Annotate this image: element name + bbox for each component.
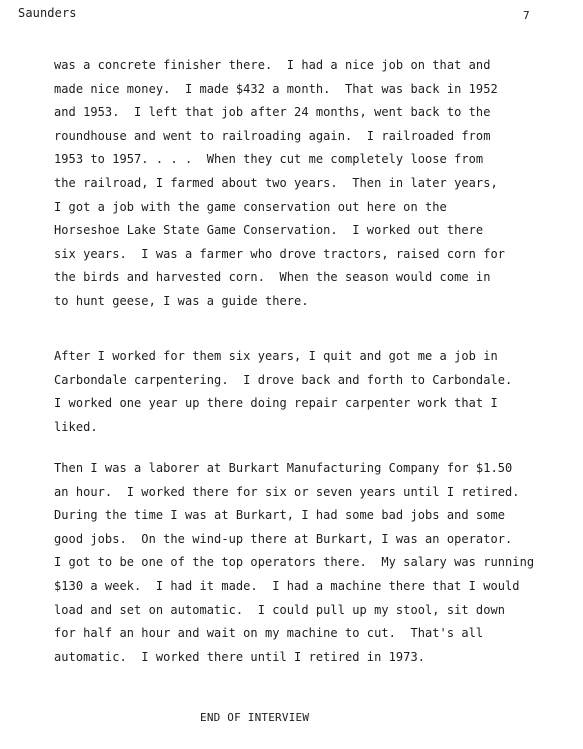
text-line: 1953 to 1957. . . . When they cut me completely loose from (54, 152, 484, 167)
text-line: I got to be one of the top operators there. My salary was running (54, 555, 535, 570)
text-line: good jobs. On the wind-up there at Burkart, I was an operator. (54, 531, 513, 546)
paragraph-1 (54, 54, 554, 314)
text-line: made nice money. I made $432 a month. That was back in 1952 (54, 81, 498, 96)
text-line: roundhouse and went to railroading again. I railroaded from (54, 128, 491, 143)
paragraph-3 (54, 457, 554, 669)
text-line: six years. I was a farmer who drove tractors, raised corn for (54, 246, 506, 261)
text-line: $130 a week. I had it made. I had a machine there that I would (54, 578, 520, 593)
text-line: load and set on automatic. I could pull up my stool, sit down (54, 602, 506, 617)
text-line: liked. (54, 419, 98, 434)
end-of-interview: END OF INTERVIEW (200, 711, 310, 724)
text-line: the birds and harvested corn. When the season would come in (54, 270, 491, 285)
text-line: I got a job with the game conservation out here on the (54, 199, 447, 214)
text-line: Carbondale carpentering. I drove back and forth to Carbondale. (54, 372, 513, 387)
page-number: 7 (523, 9, 530, 22)
header-name: Saunders (18, 6, 77, 20)
text-line: I worked one year up there doing repair carpenter work that I (54, 396, 498, 411)
text-line: During the time I was at Burkart, I had some bad jobs and some (54, 508, 506, 523)
paragraph-2 (54, 345, 554, 439)
text-line: to hunt geese, I was a guide there. (54, 293, 309, 308)
text-line: Horseshoe Lake State Game Conservation. I worked out there (54, 223, 484, 238)
text-line: was a concrete finisher there. I had a nice job on that and (54, 58, 491, 72)
text-line: Then I was a laborer at Burkart Manufacturing Company for $1.50 (54, 461, 513, 475)
text-line: After I worked for them six years, I quit and got me a job in (54, 349, 498, 363)
text-line: for half an hour and wait on my machine to cut. That's all (54, 626, 484, 641)
text-line: the railroad, I farmed about two years. Then in later years, (54, 175, 498, 190)
text-line: automatic. I worked there until I retired in 1973. (54, 649, 426, 664)
text-line: and 1953. I left that job after 24 months, went back to the (54, 105, 491, 120)
text-line: an hour. I worked there for six or seven years until I retired. (54, 484, 520, 499)
